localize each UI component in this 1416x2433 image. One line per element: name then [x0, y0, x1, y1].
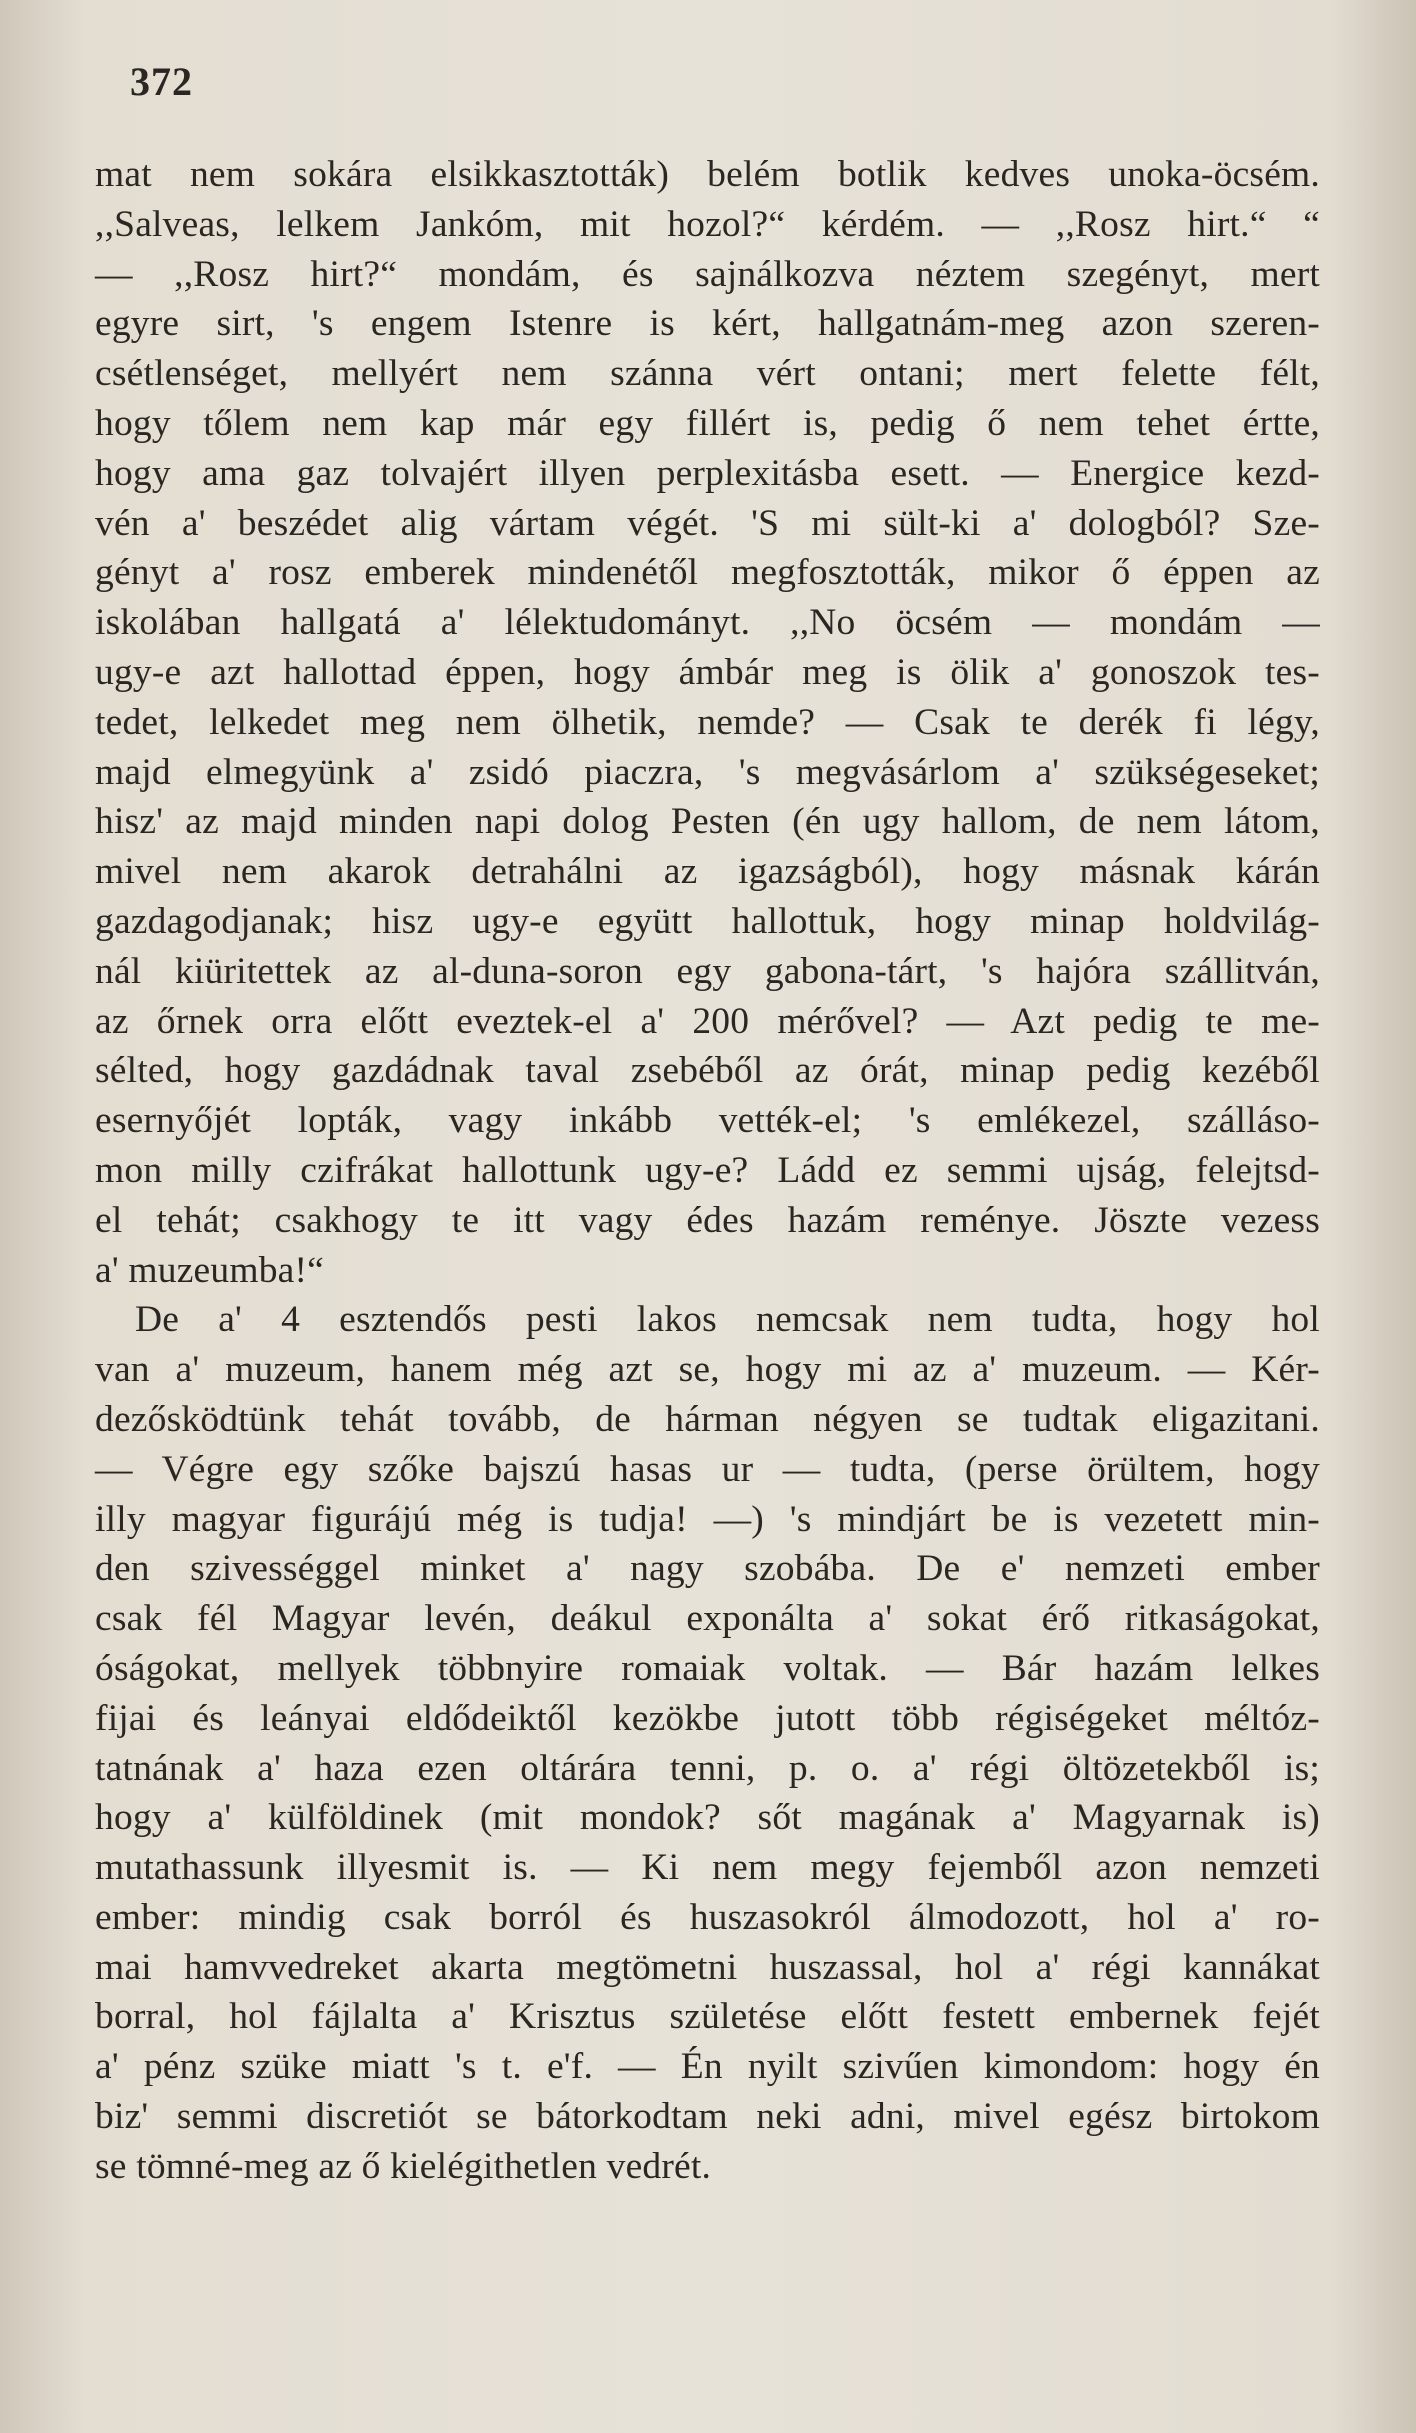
text-line: iskolában hallgatá a' lélektudományt. ,,No öcsém — mondám —	[95, 602, 1320, 644]
text-line: nál kiüritettek az al-duna-soron egy gabona-tárt, 's hajóra szállitván,	[95, 950, 1320, 992]
text-line: van a' muzeum, hanem még azt se, hogy mi az a' muzeum. — Kér-	[95, 1349, 1320, 1391]
text-line: óságokat, mellyek többnyire romaiak voltak. — Bár hazám lelkes	[95, 1647, 1320, 1689]
paragraph-2	[95, 1295, 1320, 2191]
text-line: tatnának a' haza ezen oltárára tenni, p. o. a' régi öltözetekből is;	[95, 1747, 1320, 1789]
text-line: ugy-e azt hallottad éppen, hogy ámbár meg is ölik a' gonoszok tes-	[95, 651, 1320, 693]
text-line: vén a' beszédet alig vártam végét. 'S mi sült-ki a' dologból? Sze-	[95, 502, 1320, 544]
text-line: illy magyar figurájú még is tudja! —) 's mindjárt be is vezetett min-	[95, 1498, 1320, 1540]
text-line: gényt a' rosz emberek mindenétől megfosztották, mikor ő éppen az	[95, 552, 1320, 594]
text-line: a' pénz szüke miatt 's t. e'f. — Én nyilt szivűen kimondom: hogy én	[95, 2046, 1320, 2088]
text-line: ember: mindig csak borról és huszasokról álmodozott, hol a' ro-	[95, 1896, 1320, 1938]
text-line: dezősködtünk tehát tovább, de hárman négyen se tudtak eligazitani.	[95, 1398, 1320, 1440]
text-line: az őrnek orra előtt eveztek-el a' 200 mérővel? — Azt pedig te me-	[95, 1000, 1320, 1042]
text-line: mai hamvvedreket akarta megtömetni huszassal, hol a' régi kannákat	[95, 1946, 1320, 1988]
text-line: hisz' az majd minden napi dolog Pesten (én ugy hallom, de nem látom,	[95, 801, 1320, 843]
text-line: esernyőjét lopták, vagy inkább vették-el; 's emlékezel, szálláso-	[95, 1100, 1320, 1142]
paragraph-1	[95, 150, 1320, 1295]
text-line: majd elmegyünk a' zsidó piaczra, 's megvásárlom a' szükségeseket;	[95, 751, 1320, 793]
text-line: fijai és leányai eldődeiktől kezökbe jutott több régiségeket méltóz-	[95, 1697, 1320, 1739]
text-line: se tömné-meg az ő kielégithetlen vedrét.	[95, 2145, 712, 2187]
text-line: — Végre egy szőke bajszú hasas ur — tudta, (perse örültem, hogy	[95, 1448, 1320, 1490]
text-line: csak fél Magyar levén, deákul exponálta a' sokat érő ritkaságokat,	[95, 1598, 1320, 1640]
text-line: — ,,Rosz hirt?“ mondám, és sajnálkozva néztem szegényt, mert	[95, 253, 1320, 295]
text-line: hogy a' külföldinek (mit mondok? sőt magának a' Magyarnak is)	[95, 1797, 1320, 1839]
text-line: De a' 4 esztendős pesti lakos nemcsak nem tudta, hogy hol	[135, 1299, 1320, 1341]
text-line: tedet, lelkedet meg nem ölhetik, nemde? — Csak te derék fi légy,	[95, 701, 1320, 743]
text-line: a' muzeumba!“	[95, 1249, 325, 1291]
text-line: hogy tőlem nem kap már egy fillért is, pedig ő nem tehet értte,	[95, 402, 1320, 444]
text-line: csétlenséget, mellyért nem szánna vért ontani; mert felette félt,	[95, 353, 1320, 395]
text-line: mat nem sokára elsikkasztották) belém botlik kedves unoka-öcsém.	[95, 154, 1320, 195]
text-line: mutathassunk illyesmit is. — Ki nem megy fejemből azon nemzeti	[95, 1847, 1320, 1889]
text-line: gazdagodjanak; hisz ugy-e együtt hallottuk, hogy minap holdvilág-	[95, 900, 1320, 942]
text-line: el tehát; csakhogy te itt vagy édes hazám reménye. Jöszte vezess	[95, 1199, 1320, 1241]
text-line: borral, hol fájlalta a' Krisztus születése előtt festett embernek fejét	[95, 1996, 1320, 2038]
text-line: mon milly czifrákat hallottunk ugy-e? Ládd ez semmi ujság, felejtsd-	[95, 1149, 1320, 1191]
text-line: egyre sirt, 's engem Istenre is kért, hallgatnám-meg azon szeren-	[95, 303, 1320, 345]
text-line: sélted, hogy gazdádnak taval zsebéből az órát, minap pedig kezéből	[95, 1050, 1320, 1092]
text-line: hogy ama gaz tolvajért illyen perplexitásba esett. — Energice kezd-	[95, 452, 1320, 494]
body-text	[95, 150, 1320, 2192]
text-line: ,,Salveas, lelkem Jankóm, mit hozol?“ kérdém. — ,,Rosz hirt.“ “	[95, 203, 1320, 245]
text-line: mivel nem akarok detrahálni az igazságból), hogy másnak kárán	[95, 851, 1320, 893]
text-line: biz' semmi discretiót se bátorkodtam neki adni, mivel egész birtokom	[95, 2096, 1320, 2138]
text-line: den szivességgel minket a' nagy szobába. De e' nemzeti ember	[95, 1548, 1320, 1590]
page-number: 372	[130, 59, 193, 104]
